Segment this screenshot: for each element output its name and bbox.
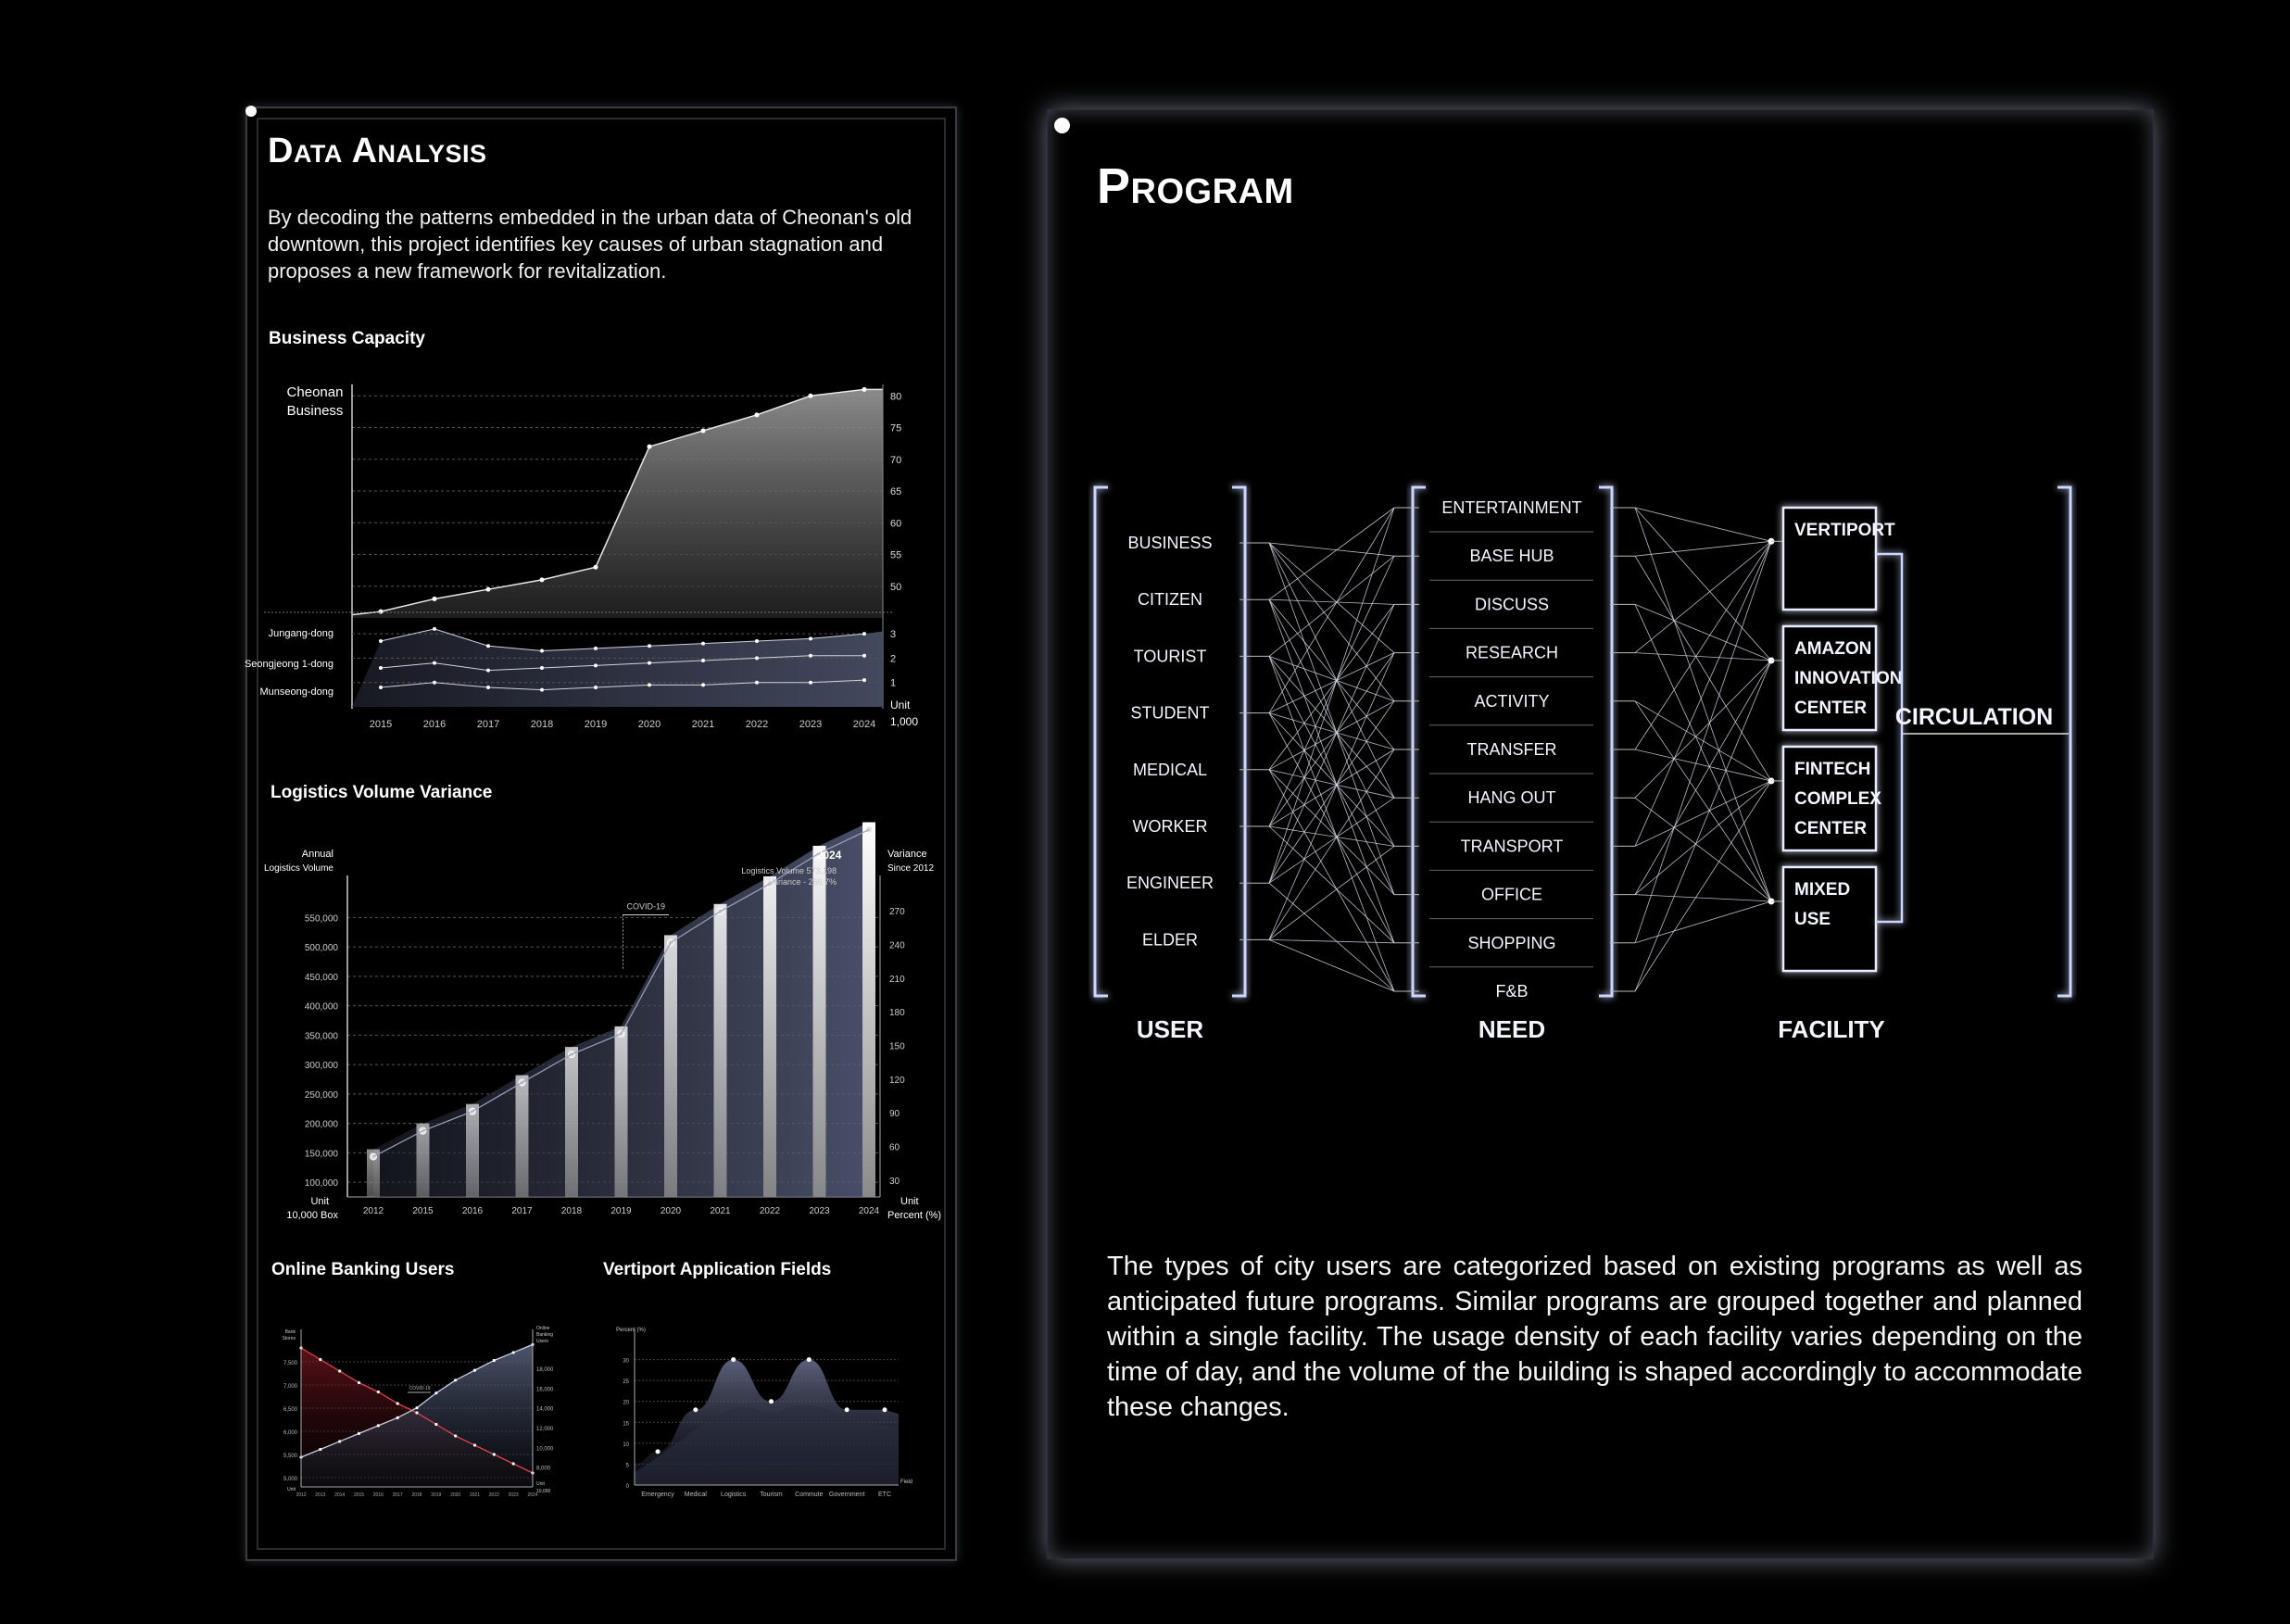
business-point (648, 445, 652, 449)
x-tick-label: Emergency (641, 1492, 674, 1498)
user-need-link (1269, 508, 1394, 713)
need-facility-link (1635, 781, 1771, 895)
unit-label: Unit (287, 1487, 296, 1492)
need-facility-link (1635, 541, 1771, 749)
district-point (433, 661, 436, 665)
need-facility-link (1635, 541, 1771, 943)
facility-group-bracket (1876, 554, 1902, 922)
logistics-bar (714, 904, 727, 1197)
business-point (594, 565, 598, 570)
y-label: Bank (284, 1329, 296, 1335)
need-facility-link (1635, 541, 1771, 652)
y-tick-label: 2 (890, 653, 897, 665)
online-users-point (434, 1391, 437, 1394)
online-banking-chart (273, 1320, 560, 1505)
need-facility-link (1635, 604, 1771, 661)
y2-label: Banking (536, 1332, 554, 1338)
district-label: Seongjeong 1-dong (244, 659, 333, 670)
district-point (433, 681, 436, 685)
covid-label: COVID-19 (626, 901, 666, 912)
y-tick-label: 250,000 (304, 1089, 338, 1101)
x-tick-label: 2018 (530, 719, 554, 730)
unit-label: 10,000 Box (286, 1210, 338, 1221)
bar-point (371, 1153, 377, 1160)
x-tick-label: 2017 (392, 1492, 403, 1498)
district-point (701, 683, 705, 686)
district-point (809, 636, 812, 640)
annotation-line: Variance - 266.7% (768, 877, 837, 887)
user-need-link (1269, 770, 1394, 895)
logistics-bar (813, 846, 826, 1197)
need-bracket-right (1599, 487, 1612, 996)
vertiport-fields-title: Vertiport Application Fields (603, 1260, 832, 1279)
x-tick-label: 2019 (584, 719, 608, 730)
district-point (540, 666, 544, 670)
user-need-link (1269, 604, 1394, 769)
facility-column-label: FACILITY (1778, 1015, 1885, 1043)
district-label: Jungang-dong (268, 628, 333, 639)
circulation-bracket (2057, 487, 2070, 996)
district-point (486, 644, 490, 648)
business-point (862, 387, 867, 392)
y-label: Annual (301, 849, 333, 860)
y2-tick-label: 270 (889, 907, 905, 918)
x-tick-label: 2022 (488, 1492, 499, 1498)
online-users-point (415, 1406, 418, 1409)
x-tick-label: 2017 (511, 1206, 533, 1216)
bank-stores-point (358, 1381, 360, 1384)
program-marker-dot (1054, 118, 1070, 133)
y2-tick-label: 14,000 (536, 1406, 554, 1413)
y-tick-label: 10 (623, 1441, 629, 1448)
bank-stores-point (377, 1391, 380, 1393)
district-point (379, 686, 383, 689)
need-label: TRANSPORT (1460, 837, 1564, 856)
y-tick-label: 1 (890, 677, 897, 689)
x-tick-label: 2016 (372, 1492, 384, 1498)
district-point (701, 659, 705, 662)
x-tick-label: 2014 (334, 1492, 346, 1498)
y-label: Percent (%) (616, 1328, 646, 1333)
district-point (379, 666, 383, 670)
user-column-label: USER (1136, 1015, 1204, 1043)
user-need-link (1269, 713, 1394, 943)
user-need-link (1269, 599, 1394, 604)
user-label: MEDICAL (1132, 760, 1208, 779)
logistics-bar (466, 1104, 479, 1197)
online-users-point (512, 1351, 515, 1353)
y-tick-label: 75 (890, 422, 902, 434)
y-tick-label: 7,500 (283, 1361, 297, 1366)
unit-label: Field (900, 1479, 913, 1485)
need-label: RESEARCH (1465, 643, 1559, 662)
user-label: BUSINESS (1127, 534, 1213, 552)
online-users-point (493, 1359, 496, 1362)
y2-tick-label: 240 (889, 940, 905, 951)
y-tick-label: 15 (623, 1421, 629, 1428)
facility-label: VERTIPORT (1794, 521, 1895, 540)
need-facility-link (1635, 508, 1771, 541)
x-tick-label: 2021 (691, 719, 715, 730)
x-tick-label: 2023 (508, 1492, 519, 1498)
district-point (648, 644, 651, 648)
unit-label: Unit (890, 699, 911, 711)
fields-point (845, 1407, 849, 1412)
need-label: F&B (1495, 982, 1529, 1001)
y2-label: Online (536, 1326, 550, 1331)
annotation-line: Logistics Volume 573,198 (741, 866, 837, 875)
x-tick-label: 2019 (431, 1492, 442, 1498)
user-label: CITIZEN (1138, 590, 1202, 610)
y-label: Cheonan (286, 384, 344, 400)
y-tick-label: 70 (890, 454, 902, 466)
logistics-title: Logistics Volume Variance (271, 783, 493, 802)
y-tick-label: 6,000 (283, 1430, 297, 1436)
district-point (755, 656, 759, 660)
y2-tick-label: 90 (889, 1109, 900, 1120)
fields-point (731, 1357, 736, 1362)
x-tick-label: 2024 (852, 719, 876, 730)
y2-tick-label: 180 (889, 1008, 905, 1019)
district-point (862, 654, 866, 658)
unit-label: Unit (900, 1196, 919, 1207)
y-tick-label: 5,000 (283, 1477, 297, 1482)
bank-stores-point (396, 1402, 399, 1404)
y2-label: Since 2012 (887, 863, 935, 874)
need-facility-link (1635, 901, 1771, 943)
fields-point (693, 1407, 698, 1412)
y2-tick-label: 18,000 (536, 1367, 554, 1373)
bank-stores-point (512, 1462, 515, 1465)
fields-point (769, 1399, 774, 1404)
logistics-bar (516, 1076, 529, 1197)
user-need-link (1269, 939, 1394, 991)
x-tick-label: 2020 (637, 719, 661, 730)
data-analysis-intro: By decoding the patterns embedded in the urban data of Cheonan's old downtown, this project identifies key causes of urban stagnation and proposes a new framework for revitalization. (268, 206, 912, 283)
facility-label: AMAZON (1794, 639, 1872, 659)
district-point (594, 663, 598, 667)
program-diagram (1075, 463, 2140, 1065)
annotation-label: COVID-19 (409, 1386, 431, 1391)
need-facility-link (1635, 508, 1771, 901)
y-tick-label: 5,500 (283, 1454, 297, 1459)
need-column-label: NEED (1478, 1015, 1546, 1043)
y2-tick-label: 12,000 (536, 1427, 554, 1432)
need-label: TRANSFER (1466, 740, 1557, 759)
online-users-point (338, 1440, 341, 1442)
y-tick-label: 150,000 (304, 1149, 338, 1160)
x-tick-label: 2023 (799, 719, 823, 730)
district-point (862, 632, 866, 636)
y2-tick-label: 150 (889, 1041, 905, 1052)
panel-marker-dot (245, 106, 257, 117)
y2-tick-label: 16,000 (536, 1387, 554, 1393)
x-tick-label: 2018 (411, 1492, 422, 1498)
need-facility-link (1635, 749, 1771, 781)
bank-stores-point (454, 1434, 457, 1437)
fields-point (656, 1449, 661, 1454)
district-point (486, 669, 490, 673)
online-users-point (358, 1432, 360, 1435)
user-need-link (1269, 749, 1394, 939)
bank-stores-point (415, 1411, 418, 1414)
y-tick-label: 200,000 (304, 1119, 338, 1130)
x-tick-label: 2020 (450, 1492, 461, 1498)
y-tick-label: 50 (890, 581, 902, 593)
y-tick-label: 80 (890, 391, 902, 403)
y-tick-label: 30 (623, 1358, 629, 1365)
x-tick-label: 2022 (745, 719, 769, 730)
online-users-point (454, 1379, 457, 1381)
business-point (486, 587, 491, 592)
facility-label: MIXED (1794, 880, 1851, 900)
logistics-bar (615, 1026, 628, 1197)
logistics-chart (263, 838, 942, 1227)
data-analysis-title: Data Analysis (268, 132, 487, 170)
district-point (486, 686, 490, 689)
x-tick-label: 2012 (296, 1492, 307, 1498)
x-tick-label: 2024 (858, 1206, 880, 1216)
business-point (755, 412, 760, 417)
district-point (540, 688, 544, 692)
unit-label: 1,000 (890, 715, 919, 728)
bank-stores-point (338, 1369, 341, 1372)
facility-label: USE (1794, 910, 1831, 929)
y-tick-label: 300,000 (304, 1061, 338, 1072)
need-facility-link (1635, 653, 1771, 661)
program-title: Program (1097, 158, 1294, 214)
bank-stores-point (473, 1443, 476, 1446)
y-tick-label: 55 (890, 549, 902, 561)
y-tick-label: 100,000 (304, 1178, 338, 1190)
x-tick-label: 2023 (809, 1206, 830, 1216)
vertiport-fields-chart (593, 1320, 912, 1505)
need-label: ACTIVITY (1474, 691, 1550, 711)
user-bracket-left (1095, 487, 1108, 996)
circulation-label: CIRCULATION (1894, 704, 2054, 730)
x-tick-label: 2012 (362, 1206, 384, 1216)
online-users-point (377, 1424, 380, 1427)
unit-label: Unit (536, 1481, 545, 1487)
online-users-point (473, 1369, 476, 1372)
online-banking-title: Online Banking Users (271, 1260, 455, 1279)
x-tick-label: 2015 (353, 1492, 365, 1498)
need-label: ENTERTAINMENT (1441, 498, 1582, 517)
district-point (755, 681, 759, 685)
facility-label: INNOVATION (1794, 669, 1903, 688)
x-tick-label: 2017 (476, 719, 500, 730)
business-capacity-title: Business Capacity (269, 329, 425, 348)
y-tick-label: 550,000 (304, 913, 338, 925)
x-tick-label: 2016 (461, 1206, 484, 1216)
user-need-link (1269, 770, 1394, 991)
need-facility-link (1635, 556, 1771, 781)
y-label: Business (286, 403, 344, 419)
user-need-link (1269, 556, 1394, 656)
unit-label: 10,000 (536, 1489, 551, 1494)
y2-label: Users (536, 1339, 549, 1344)
y-tick-label: 60 (890, 518, 902, 530)
x-tick-label: 2018 (560, 1206, 583, 1216)
y-tick-label: 6,500 (283, 1407, 297, 1413)
need-bracket-left (1413, 487, 1426, 996)
y-tick-label: 350,000 (304, 1031, 338, 1042)
district-point (648, 683, 651, 686)
y-tick-label: 0 (625, 1484, 629, 1490)
need-facility-link (1635, 541, 1771, 556)
y-tick-label: 400,000 (304, 1001, 338, 1013)
district-point (379, 639, 383, 643)
user-label: ENGINEER (1126, 874, 1214, 893)
bank-stores-point (493, 1453, 496, 1455)
need-facility-link (1635, 541, 1771, 846)
user-label: TOURIST (1133, 647, 1207, 666)
x-tick-label: Logistics (721, 1492, 747, 1498)
x-tick-label: Tourism (760, 1492, 783, 1498)
y-tick-label: 500,000 (304, 943, 338, 954)
y2-tick-label: 10,000 (536, 1446, 554, 1453)
y-tick-label: 20 (623, 1400, 629, 1406)
business-point (809, 394, 813, 398)
user-need-link (1269, 883, 1394, 991)
logistics-bar (565, 1047, 578, 1197)
district-point (809, 681, 812, 685)
online-users-point (396, 1416, 399, 1419)
district-point (809, 654, 812, 658)
unit-label: Unit (310, 1196, 329, 1207)
district-point (433, 627, 436, 631)
y-tick-label: 5 (625, 1463, 629, 1469)
business-point (540, 577, 545, 582)
district-point (701, 642, 705, 646)
facility-label: FINTECH (1794, 760, 1871, 779)
y-label: Stores (282, 1336, 296, 1341)
x-tick-label: 2019 (610, 1206, 632, 1216)
need-facility-link (1635, 508, 1771, 661)
fields-point (807, 1357, 812, 1362)
x-tick-label: 2015 (369, 719, 393, 730)
district-point (594, 647, 598, 650)
facility-label: COMPLEX (1794, 789, 1881, 809)
x-tick-label: 2016 (422, 719, 447, 730)
x-tick-label: 2021 (710, 1206, 731, 1216)
district-point (755, 639, 759, 643)
x-tick-label: 2021 (469, 1492, 481, 1498)
program-description: The types of city users are categorized based on existing programs as well as anticipated future programs. Similar programs are grouped together and planned within a single facility. The usage density of each facility varies depending on the time of day, and the volume of the building is shaped accordingly to accommodate these changes. (1107, 1252, 2082, 1422)
x-tick-label: Medical (684, 1492, 707, 1498)
x-tick-label: 2013 (315, 1492, 326, 1498)
y-tick-label: 7,000 (283, 1384, 297, 1390)
business-capacity-chart (244, 366, 931, 736)
x-tick-label: 2015 (412, 1206, 434, 1216)
need-label: HANG OUT (1467, 788, 1556, 808)
x-tick-label: 2020 (660, 1206, 682, 1216)
district-point (594, 686, 598, 689)
x-tick-label: ETC (878, 1492, 891, 1498)
annotation-year: 2024 (816, 849, 842, 862)
y2-tick-label: 8,000 (536, 1466, 551, 1472)
y-tick-label: 450,000 (304, 972, 338, 983)
y-tick-label: 65 (890, 486, 902, 498)
y-tick-label: 25 (623, 1379, 629, 1386)
district-point (648, 661, 651, 665)
x-tick-label: 2022 (759, 1206, 781, 1216)
y-label: Logistics Volume (263, 863, 333, 874)
y2-tick-label: 210 (889, 974, 905, 985)
user-need-link (1269, 826, 1394, 846)
fields-point (883, 1407, 887, 1412)
logistics-bar (763, 876, 776, 1197)
y-tick-label: 3 (890, 629, 897, 641)
bank-stores-point (319, 1358, 321, 1361)
need-label: SHOPPING (1467, 933, 1556, 952)
district-point (862, 678, 866, 682)
user-label: ELDER (1141, 930, 1199, 950)
y2-tick-label: 60 (889, 1142, 900, 1153)
y2-label: Variance (887, 849, 927, 860)
need-facility-link (1635, 604, 1771, 901)
need-facility-link (1635, 661, 1771, 991)
user-need-link (1269, 701, 1394, 883)
business-point (379, 610, 384, 614)
business-area (352, 389, 883, 618)
facility-label: CENTER (1794, 819, 1868, 838)
user-need-link (1269, 770, 1394, 798)
need-label: BASE HUB (1469, 547, 1554, 566)
district-point (540, 649, 544, 653)
x-tick-label: Commute (795, 1492, 824, 1498)
need-label: OFFICE (1481, 885, 1542, 904)
bank-stores-point (434, 1423, 437, 1426)
user-need-link (1269, 599, 1394, 943)
y2-tick-label: 30 (889, 1176, 900, 1187)
business-point (433, 597, 437, 601)
x-tick-label: Government (828, 1492, 865, 1498)
business-point (701, 428, 706, 433)
user-need-link (1269, 508, 1394, 599)
x-tick-label: 2024 (527, 1492, 538, 1498)
online-users-point (319, 1448, 321, 1451)
need-label: DISCUSS (1474, 595, 1550, 614)
district-label: Munseong-dong (259, 686, 333, 698)
unit-label: Percent (%) (887, 1210, 942, 1221)
user-label: STUDENT (1130, 703, 1210, 723)
need-facility-link (1635, 895, 1771, 901)
facility-label: CENTER (1794, 699, 1868, 718)
user-bracket-right (1232, 487, 1245, 996)
lower-area (352, 629, 883, 707)
logistics-bar (862, 823, 875, 1197)
logistics-bar (664, 935, 677, 1197)
user-label: WORKER (1132, 817, 1208, 836)
y2-tick-label: 120 (889, 1075, 905, 1086)
